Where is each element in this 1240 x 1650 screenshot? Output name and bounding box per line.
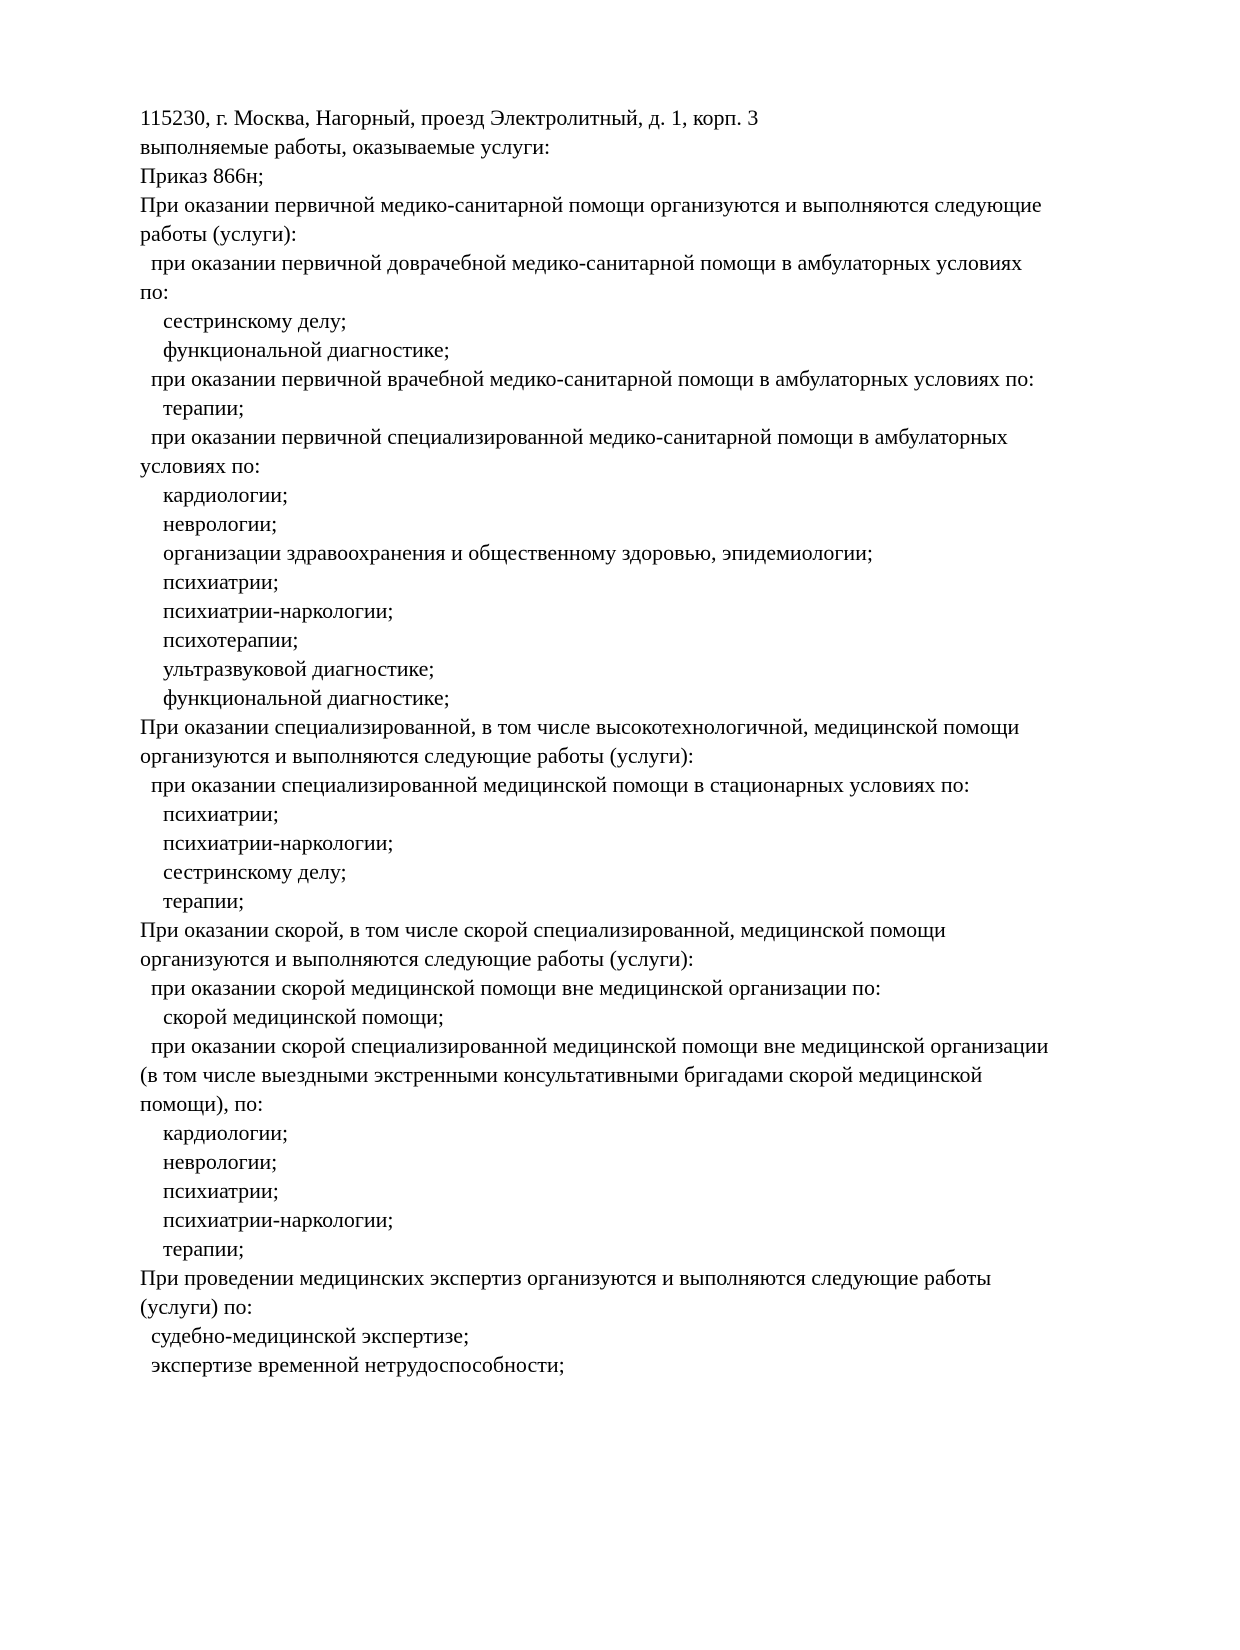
text-line: При оказании специализированной, в том числе высокотехнологичной, медицинской помощи xyxy=(140,714,1020,739)
text-line: психиатрии; xyxy=(163,801,279,826)
text-line: психиатрии-наркологии; xyxy=(163,830,394,855)
text-line: при оказании скорой специализированной медицинской помощи вне медицинской организации xyxy=(151,1033,1049,1058)
license-works-text-block xyxy=(140,103,1175,1379)
text-line: неврологии; xyxy=(163,511,278,536)
text-line: при оказании первичной врачебной медико-санитарной помощи в амбулаторных условиях по: xyxy=(151,366,1035,391)
text-line: при оказании первичной специализированной медико-санитарной помощи в амбулаторных xyxy=(151,424,1008,449)
text-line: терапии; xyxy=(163,888,245,913)
text-line: при оказании специализированной медицинской помощи в стационарных условиях по: xyxy=(151,772,970,797)
text-line: психиатрии; xyxy=(163,569,279,594)
text-line: функциональной диагностике; xyxy=(163,685,450,710)
text-line: психиатрии-наркологии; xyxy=(163,1207,394,1232)
text-line: организуются и выполняются следующие работы (услуги): xyxy=(140,743,694,768)
text-line: кардиологии; xyxy=(163,1120,289,1145)
text-line: работы (услуги): xyxy=(140,221,297,246)
text-line: скорой медицинской помощи; xyxy=(163,1004,445,1029)
text-line: помощи), по: xyxy=(140,1091,264,1116)
text-line: выполняемые работы, оказываемые услуги: xyxy=(140,134,551,159)
text-line: при оказании скорой медицинской помощи вне медицинской организации по: xyxy=(151,975,882,1000)
text-line: При проведении медицинских экспертиз организуются и выполняются следующие работы xyxy=(140,1265,992,1290)
text-line: психотерапии; xyxy=(163,627,299,652)
text-line: терапии; xyxy=(163,1236,245,1261)
text-line: организуются и выполняются следующие работы (услуги): xyxy=(140,946,694,971)
text-line: судебно-медицинской экспертизе; xyxy=(151,1323,470,1348)
text-line: ультразвуковой диагностике; xyxy=(163,656,435,681)
text-line: экспертизе временной нетрудоспособности; xyxy=(151,1352,565,1377)
text-line: кардиологии; xyxy=(163,482,289,507)
text-line: организации здравоохранения и общественному здоровью, эпидемиологии; xyxy=(163,540,874,565)
text-line: При оказании первичной медико-санитарной помощи организуются и выполняются следующие xyxy=(140,192,1042,217)
text-line: сестринскому делу; xyxy=(163,308,347,333)
text-line: (в том числе выездными экстренными консультативными бригадами скорой медицинской xyxy=(140,1062,983,1087)
text-line: терапии; xyxy=(163,395,245,420)
text-line: психиатрии; xyxy=(163,1178,279,1203)
text-line: психиатрии-наркологии; xyxy=(163,598,394,623)
text-line: условиях по: xyxy=(140,453,261,478)
text-line: при оказании первичной доврачебной медико-санитарной помощи в амбулаторных условиях xyxy=(151,250,1023,275)
text-line: функциональной диагностике; xyxy=(163,337,450,362)
text-line: неврологии; xyxy=(163,1149,278,1174)
text-line: (услуги) по: xyxy=(140,1294,253,1319)
text-line: Приказ 866н; xyxy=(140,163,264,188)
text-line: по: xyxy=(140,279,169,304)
text-line: При оказании скорой, в том числе скорой специализированной, медицинской помощи xyxy=(140,917,946,942)
text-line: 115230, г. Москва, Нагорный, проезд Электролитный, д. 1, корп. 3 xyxy=(140,105,759,130)
text-line: сестринскому делу; xyxy=(163,859,347,884)
